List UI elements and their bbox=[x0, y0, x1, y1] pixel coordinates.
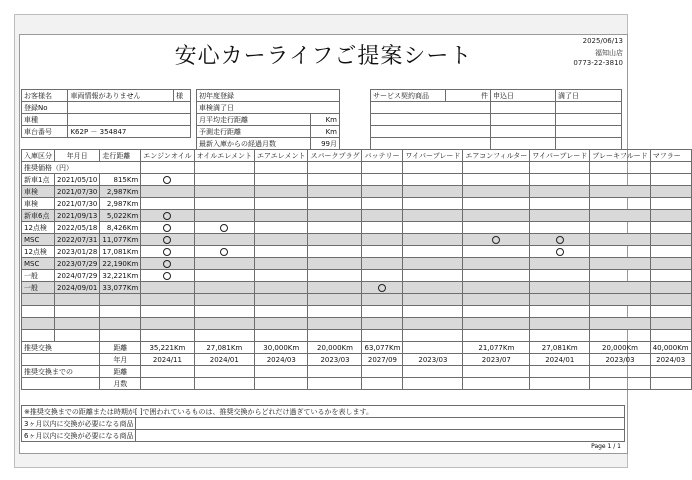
entry-type: MSC bbox=[22, 234, 55, 246]
service-cell bbox=[255, 186, 308, 198]
service-cell bbox=[650, 258, 691, 270]
service-cell bbox=[463, 186, 530, 198]
history-row bbox=[22, 246, 692, 258]
service-cell bbox=[403, 258, 463, 270]
service-cell bbox=[255, 282, 308, 294]
entry-type: 一般 bbox=[22, 270, 55, 282]
service-cell bbox=[463, 174, 530, 186]
service-cell bbox=[194, 258, 254, 270]
recommend-sublabel: 距離 bbox=[100, 342, 141, 354]
entry-type: 一般 bbox=[22, 282, 55, 294]
recommend-label bbox=[22, 354, 100, 366]
service-cell bbox=[362, 282, 403, 294]
predicted-unit: Km bbox=[310, 126, 339, 138]
apply-date-label: 申込日 bbox=[491, 90, 556, 102]
history-row bbox=[22, 234, 692, 246]
service-cell bbox=[194, 174, 254, 186]
service-cell bbox=[403, 186, 463, 198]
service-cell bbox=[590, 282, 650, 294]
history-row bbox=[22, 198, 692, 210]
recommend-label bbox=[22, 378, 100, 390]
col-wiper-blade: ワイパーブレード bbox=[403, 150, 463, 162]
done-circle-icon bbox=[163, 212, 171, 220]
col-brake-fluid: ブレーキフルード bbox=[590, 150, 650, 162]
service-cell bbox=[255, 198, 308, 210]
service-cell bbox=[362, 234, 403, 246]
done-circle-icon bbox=[163, 176, 171, 184]
done-circle-icon bbox=[556, 236, 564, 244]
recommend-value bbox=[403, 342, 463, 354]
service-cell bbox=[194, 234, 254, 246]
reg-no-label: 登録No bbox=[22, 102, 68, 114]
service-cell bbox=[362, 222, 403, 234]
recommend-value: 2024/01 bbox=[530, 354, 590, 366]
entry-date: 2024/07/29 bbox=[55, 270, 100, 282]
recommend-label: 推奨交換までの bbox=[22, 366, 100, 378]
service-cell bbox=[590, 222, 650, 234]
history-row bbox=[22, 258, 692, 270]
done-circle-icon bbox=[492, 236, 500, 244]
service-cell bbox=[590, 246, 650, 258]
notes-table bbox=[21, 405, 625, 442]
service-cell bbox=[194, 222, 254, 234]
service-cell bbox=[590, 186, 650, 198]
service-cell bbox=[362, 210, 403, 222]
recommend-value: 2023/03 bbox=[403, 354, 463, 366]
entry-distance: 17,081Km bbox=[100, 246, 141, 258]
service-cell bbox=[141, 258, 194, 270]
entry-distance: 2,987Km bbox=[100, 186, 141, 198]
entry-date: 2022/07/31 bbox=[55, 234, 100, 246]
recommend-value: 35,221Km bbox=[141, 342, 194, 354]
service-cell bbox=[403, 210, 463, 222]
service-cell bbox=[403, 222, 463, 234]
col-wiper-blade-2: ワイパーブレード bbox=[530, 150, 590, 162]
recommend-value: 2024/03 bbox=[650, 354, 691, 366]
entry-date: 2023/01/28 bbox=[55, 246, 100, 258]
note-3-months: 3ヶ月以内に交換が必要になる商品 bbox=[22, 418, 136, 430]
service-cell bbox=[308, 282, 362, 294]
store-phone: 0773-22-3810 bbox=[573, 59, 623, 67]
service-cell bbox=[194, 186, 254, 198]
history-row bbox=[22, 174, 692, 186]
empty-row bbox=[22, 294, 692, 306]
service-cell bbox=[362, 246, 403, 258]
col-distance: 走行距離 bbox=[100, 150, 141, 162]
entry-distance: 815Km bbox=[100, 174, 141, 186]
service-cell bbox=[362, 270, 403, 282]
recommend-value: 20,000Km bbox=[308, 342, 362, 354]
service-cell bbox=[308, 210, 362, 222]
service-cell bbox=[590, 234, 650, 246]
chassis-number: K62P － 354847 bbox=[68, 126, 191, 138]
entry-distance: 8,426Km bbox=[100, 222, 141, 234]
entry-date: 2021/05/10 bbox=[55, 174, 100, 186]
service-cell bbox=[308, 234, 362, 246]
col-engine-oil: エンジンオイル bbox=[141, 150, 194, 162]
entry-distance: 2,987Km bbox=[100, 198, 141, 210]
entry-type: 新車6点 bbox=[22, 210, 55, 222]
service-cell bbox=[650, 186, 691, 198]
col-entry-type: 入庫区分 bbox=[22, 150, 55, 162]
entry-type: 車検 bbox=[22, 186, 55, 198]
service-cell bbox=[403, 234, 463, 246]
service-cell bbox=[403, 174, 463, 186]
history-row bbox=[22, 210, 692, 222]
recommend-value: 2024/11 bbox=[141, 354, 194, 366]
service-cell bbox=[362, 186, 403, 198]
service-count-label: 件 bbox=[446, 90, 491, 102]
entry-type: MSC bbox=[22, 258, 55, 270]
recommend-row bbox=[22, 354, 692, 366]
entry-type: 新車1点 bbox=[22, 174, 55, 186]
service-cell bbox=[463, 270, 530, 282]
recommend-sublabel: 距離 bbox=[100, 366, 141, 378]
done-circle-icon bbox=[220, 224, 228, 232]
page-title: 安心カーライフご提案シート bbox=[174, 44, 473, 69]
done-circle-icon bbox=[163, 224, 171, 232]
service-cell bbox=[308, 174, 362, 186]
page-number: Page 1 / 1 bbox=[591, 443, 621, 450]
service-cell bbox=[141, 282, 194, 294]
history-row bbox=[22, 186, 692, 198]
predicted-label: 予測走行距離 bbox=[197, 126, 311, 138]
entry-distance: 33,077Km bbox=[100, 282, 141, 294]
service-cell bbox=[308, 270, 362, 282]
service-cell bbox=[590, 258, 650, 270]
service-cell bbox=[530, 246, 590, 258]
recommend-row bbox=[22, 366, 692, 378]
service-cell bbox=[530, 186, 590, 198]
service-cell bbox=[650, 198, 691, 210]
col-muffler: マフラー bbox=[650, 150, 691, 162]
entry-type: 12点検 bbox=[22, 222, 55, 234]
service-cell bbox=[530, 210, 590, 222]
vehicle-table bbox=[196, 89, 340, 150]
col-date: 年月日 bbox=[55, 150, 100, 162]
service-cell bbox=[650, 282, 691, 294]
service-cell bbox=[463, 282, 530, 294]
recommend-value: 27,081Km bbox=[530, 342, 590, 354]
honorific: 様 bbox=[174, 90, 191, 102]
service-cell bbox=[530, 198, 590, 210]
entry-date: 2023/07/29 bbox=[55, 258, 100, 270]
entry-date: 2021/07/30 bbox=[55, 186, 100, 198]
service-cell bbox=[650, 234, 691, 246]
service-cell bbox=[403, 270, 463, 282]
col-air-element: エアエレメント bbox=[255, 150, 308, 162]
recommend-value: 2023/03 bbox=[308, 354, 362, 366]
recommend-label: 推奨交換 bbox=[22, 342, 100, 354]
recommend-value: 40,000Km bbox=[650, 342, 691, 354]
recommend-sublabel: 年月 bbox=[100, 354, 141, 366]
service-cell bbox=[255, 234, 308, 246]
empty-row bbox=[22, 330, 692, 342]
proposal-sheet bbox=[19, 34, 689, 454]
recommend-value: 2024/03 bbox=[255, 354, 308, 366]
service-cell bbox=[308, 246, 362, 258]
service-cell bbox=[194, 246, 254, 258]
service-cell bbox=[255, 258, 308, 270]
service-cell bbox=[590, 198, 650, 210]
service-cell bbox=[141, 246, 194, 258]
service-cell bbox=[255, 210, 308, 222]
entry-distance: 22,190Km bbox=[100, 258, 141, 270]
done-circle-icon bbox=[163, 260, 171, 268]
service-cell bbox=[308, 222, 362, 234]
history-row bbox=[22, 270, 692, 282]
service-cell bbox=[362, 198, 403, 210]
col-spark-plug: スパークプラグ bbox=[308, 150, 362, 162]
entry-type: 車検 bbox=[22, 198, 55, 210]
first-reg-label: 初年度登録 bbox=[197, 90, 340, 102]
service-cell bbox=[530, 174, 590, 186]
service-cell bbox=[141, 174, 194, 186]
service-cell bbox=[308, 186, 362, 198]
expire-date-label: 満了日 bbox=[556, 90, 622, 102]
entry-distance: 32,221Km bbox=[100, 270, 141, 282]
service-cell bbox=[194, 270, 254, 282]
service-cell bbox=[362, 258, 403, 270]
recommend-value: 63,077Km bbox=[362, 342, 403, 354]
done-circle-icon bbox=[163, 248, 171, 256]
service-cell bbox=[463, 258, 530, 270]
service-cell bbox=[650, 270, 691, 282]
service-cell bbox=[590, 270, 650, 282]
service-cell bbox=[590, 174, 650, 186]
customer-table bbox=[21, 89, 191, 138]
entry-distance: 11,077Km bbox=[100, 234, 141, 246]
entry-type: 12点検 bbox=[22, 246, 55, 258]
service-cell bbox=[403, 246, 463, 258]
service-cell bbox=[255, 222, 308, 234]
recommend-value: 30,000Km bbox=[255, 342, 308, 354]
service-cell bbox=[255, 246, 308, 258]
recommend-value: 21,077Km bbox=[463, 342, 530, 354]
store-name: 福知山店 bbox=[595, 49, 623, 57]
service-cell bbox=[650, 174, 691, 186]
service-cell bbox=[141, 234, 194, 246]
service-cell bbox=[403, 198, 463, 210]
service-cell bbox=[255, 174, 308, 186]
recommend-value: 2027/09 bbox=[362, 354, 403, 366]
recommend-value: 27,081Km bbox=[194, 342, 254, 354]
entry-distance: 5,022Km bbox=[100, 210, 141, 222]
history-row bbox=[22, 282, 692, 294]
maintenance-history-table bbox=[21, 149, 692, 390]
service-table bbox=[370, 89, 622, 150]
inspection-label: 車検満了日 bbox=[197, 102, 340, 114]
service-cell bbox=[141, 186, 194, 198]
service-cell bbox=[463, 222, 530, 234]
note-line-1: ※推奨交換までの距離または時期が[ ]で囲われているものは、推奨交換からどれだけ過ぎているかを表します。 bbox=[22, 406, 625, 418]
done-circle-icon bbox=[163, 236, 171, 244]
service-cell bbox=[530, 282, 590, 294]
service-cell bbox=[530, 270, 590, 282]
service-cell bbox=[403, 282, 463, 294]
entry-date: 2021/07/30 bbox=[55, 198, 100, 210]
service-cell bbox=[141, 210, 194, 222]
entry-date: 2022/05/18 bbox=[55, 222, 100, 234]
service-cell bbox=[590, 210, 650, 222]
service-cell bbox=[308, 198, 362, 210]
date: 2025/06/13 bbox=[582, 37, 623, 45]
done-circle-icon bbox=[163, 272, 171, 280]
service-cell bbox=[308, 258, 362, 270]
months-value: 99月 bbox=[310, 138, 339, 150]
service-cell bbox=[463, 234, 530, 246]
service-cell bbox=[463, 210, 530, 222]
recommended-price-label: 推奨価格（円） bbox=[22, 162, 141, 174]
empty-row bbox=[22, 318, 692, 330]
history-row bbox=[22, 222, 692, 234]
col-aircon-filter: エアコンフィルター bbox=[463, 150, 530, 162]
service-cell bbox=[530, 258, 590, 270]
customer-name: 車両情報がありません bbox=[68, 90, 174, 102]
service-cell bbox=[530, 234, 590, 246]
recommend-row bbox=[22, 378, 692, 390]
empty-row bbox=[22, 306, 692, 318]
service-cell bbox=[650, 246, 691, 258]
recommend-value: 20,000Km bbox=[590, 342, 650, 354]
service-cell bbox=[530, 222, 590, 234]
col-oil-element: オイルエレメント bbox=[194, 150, 254, 162]
recommend-value: 2023/07 bbox=[463, 354, 530, 366]
customer-name-label: お客様名 bbox=[22, 90, 68, 102]
entry-date: 2021/09/13 bbox=[55, 210, 100, 222]
recommend-value: 2023/03 bbox=[590, 354, 650, 366]
service-cell bbox=[141, 270, 194, 282]
service-cell bbox=[650, 210, 691, 222]
service-cell bbox=[362, 174, 403, 186]
service-cell bbox=[463, 198, 530, 210]
service-cell bbox=[463, 246, 530, 258]
note-6-months: 6ヶ月以内に交換が必要になる商品 bbox=[22, 430, 136, 442]
service-cell bbox=[141, 222, 194, 234]
model-label: 車種 bbox=[22, 114, 68, 126]
months-label: 最新入庫からの経過月数 bbox=[197, 138, 311, 150]
service-cell bbox=[141, 198, 194, 210]
done-circle-icon bbox=[378, 284, 386, 292]
monthly-avg-unit: Km bbox=[310, 114, 339, 126]
monthly-avg-label: 月平均走行距離 bbox=[197, 114, 311, 126]
service-cell bbox=[194, 282, 254, 294]
chassis-label: 車台番号 bbox=[22, 126, 68, 138]
service-product-label: サービス契約商品 bbox=[371, 90, 446, 102]
service-cell bbox=[194, 210, 254, 222]
service-cell bbox=[650, 222, 691, 234]
col-battery: バッテリー bbox=[362, 150, 403, 162]
done-circle-icon bbox=[220, 248, 228, 256]
entry-date: 2024/09/01 bbox=[55, 282, 100, 294]
recommend-row bbox=[22, 342, 692, 354]
recommend-sublabel: 月数 bbox=[100, 378, 141, 390]
service-cell bbox=[255, 270, 308, 282]
done-circle-icon bbox=[556, 248, 564, 256]
recommend-value: 2024/01 bbox=[194, 354, 254, 366]
service-cell bbox=[194, 198, 254, 210]
